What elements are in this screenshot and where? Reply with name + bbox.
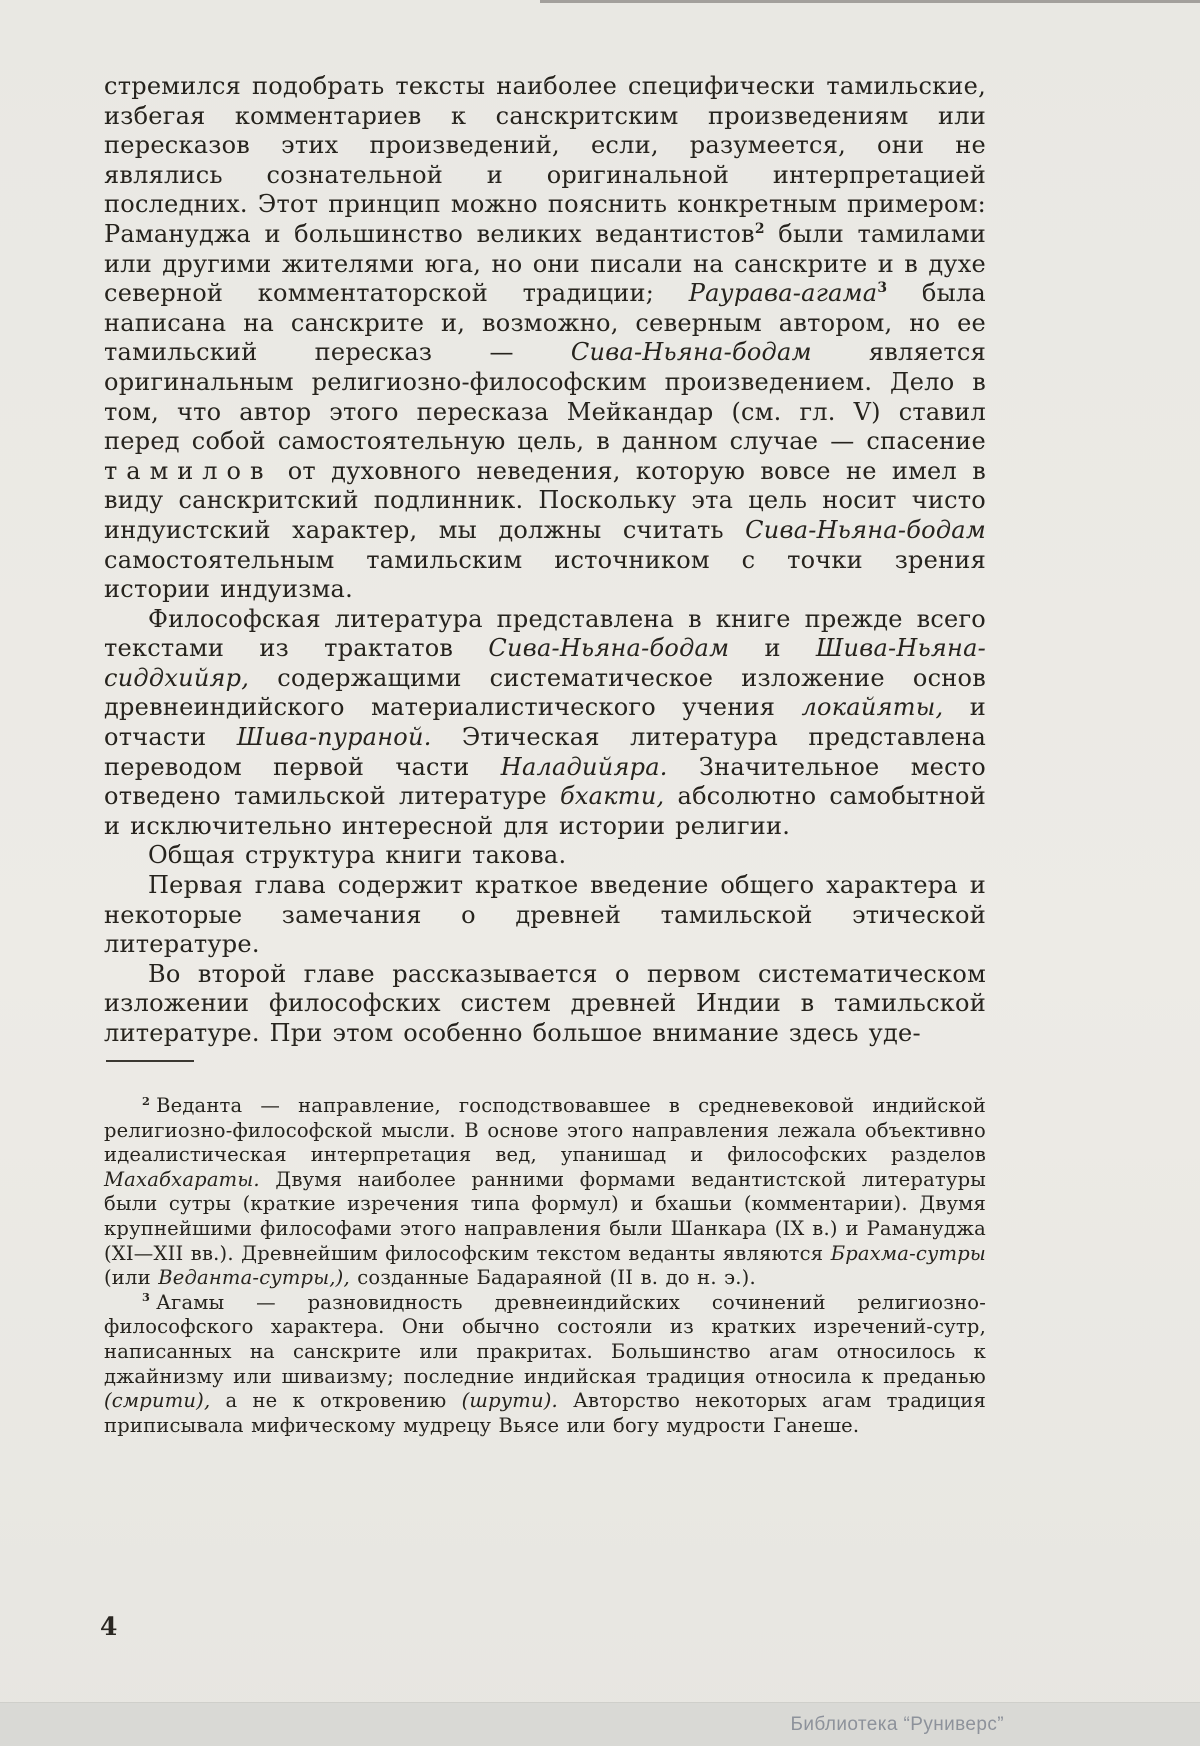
footnote	[104, 1291, 986, 1439]
text-run: самостоятельным тамильским источником с точки зрения истории индуизма.	[104, 545, 986, 604]
italic-term: Сива-Ньяна-бодам	[745, 515, 986, 544]
text-run: содержащими систематическое изложение основ древнеиндийского материалистического учения	[104, 663, 986, 722]
text-run: стремился подобрать тексты наиболее специфически тамильские, избегая комментариев к санскритским произведениям или пересказов этих произведений, если, разумеется, они не являлись сознательной и оригинальной интерпретацией последних. Этот принцип можно пояснить конкретным примером: Рамануджа и большинство великих ведантистов	[104, 72, 986, 248]
footnote	[104, 1094, 986, 1291]
footnote-reference: 2	[754, 220, 765, 237]
text-run: (или	[104, 1266, 159, 1290]
text-run: Философская литература представлена в книге прежде всего текстами из трактатов	[104, 604, 986, 663]
italic-term: Сива-Ньяна-бодам	[488, 634, 730, 663]
text-run: Первая глава содержит краткое введение общего характера и некоторые замечания о древней тамильской этической литературе.	[104, 871, 986, 959]
italic-term: Наладийяра.	[500, 752, 668, 781]
text-run: Авторство некоторых агам традиция приписывала мифическому мудрецу Вьясе или богу мудрости Ганеше.	[104, 1389, 986, 1437]
text-run: Веданта — направление, господствовавшее в средневековой индийской религиозно-философской мысли. В основе этого направления лежала объективно идеалистическая интерпретация вед, упанишад и философских разделов	[104, 1094, 986, 1167]
text-run: были тамилами или другими жителями юга, но они писали на санскрите и в духе северной комментаторской традиции;	[104, 219, 986, 308]
italic-term: Махабхараты.	[104, 1167, 260, 1191]
italic-term: Сива-Ньяна-бодам	[570, 338, 812, 367]
body-text	[104, 72, 986, 1049]
page-number: 4	[100, 1612, 118, 1641]
italic-term: Шива-Ньяна-сиддхийяр,	[104, 634, 986, 692]
text-run: Во второй главе рассказывается о первом систематическом изложении философских систем древней Индии в тамильской литературе. При этом особенно большое внимание здесь уде-	[104, 959, 986, 1047]
paragraph	[104, 960, 986, 1049]
text-run: Общая структура книги такова.	[148, 841, 567, 870]
text-run: созданные Бадараяной (II в. до н. э.).	[349, 1266, 756, 1290]
italic-term: бхакти,	[559, 782, 665, 811]
watermark-bar	[0, 1702, 1200, 1746]
footnote-marker: 3	[142, 1290, 151, 1305]
footnote-reference: 3	[877, 280, 888, 297]
text-run: от духовного неведения, которую вовсе не имел в виду санскритский подлинник. Поскольку эта цель носит чисто индуистский характер, мы должны считать	[104, 456, 986, 544]
footnote-divider	[106, 1060, 194, 1062]
paragraph	[104, 871, 986, 960]
text-run: а не к откровению	[210, 1389, 462, 1413]
text-run: была написана на санскрите и, возможно, северным автором, но ее тамильский пересказ —	[104, 279, 986, 367]
text-run: и	[729, 634, 816, 663]
footnote-marker: 2	[142, 1093, 151, 1108]
footnotes	[104, 1094, 986, 1438]
text-run: Этическая литература представлена переводом первой части	[104, 723, 986, 781]
text-run: Двумя наиболее ранними формами ведантистской литературы были сутры (краткие изречения типа формул) и бхашьи (комментарии). Двумя крупнейшими философами этого направления были Шанкара (IX в.) и Рамануджа (XI—XII вв.). Древнейшим философским текстом веданты являются	[104, 1167, 986, 1265]
italic-term: (смрити),	[104, 1389, 211, 1413]
paragraph	[104, 841, 986, 871]
text-run: тамилов	[104, 456, 273, 485]
italic-term: Веданта-сутры,),	[158, 1266, 350, 1290]
text-run: Значительное место отведено тамильской литературе	[104, 752, 987, 811]
scan-edge-artifact	[540, 0, 1200, 3]
paragraph	[104, 605, 986, 842]
italic-term: Брахма-сутры	[830, 1241, 986, 1265]
italic-term: (шрути).	[461, 1389, 558, 1413]
italic-term: Шива-пураной.	[236, 723, 432, 752]
paragraph	[104, 72, 986, 605]
italic-term: Раурава-агама	[688, 279, 878, 308]
text-run: является оригинальным религиозно-философским произведением. Дело в том, что автор этого пересказа Мейкандар (см. гл. V) ставил перед собой самостоятельную цель, в данном случае — спасение	[104, 338, 986, 456]
text-run: абсолютно самобытной и исключительно интересной для истории религии.	[104, 782, 987, 840]
text-run: и отчасти	[104, 693, 987, 752]
watermark-text: Библиотека “Руниверс”	[790, 1713, 1004, 1735]
italic-term: локайяты,	[801, 693, 944, 722]
text-run: Агамы — разновидность древнеиндийских сочинений религиозно-философского характера. Они обычно состояли из кратких изречений-сутр, написанных на санскрите или пракритах. Большинство агам относилось к джайнизму или шиваизму; последние индийская традиция относила к преданью	[104, 1290, 986, 1388]
